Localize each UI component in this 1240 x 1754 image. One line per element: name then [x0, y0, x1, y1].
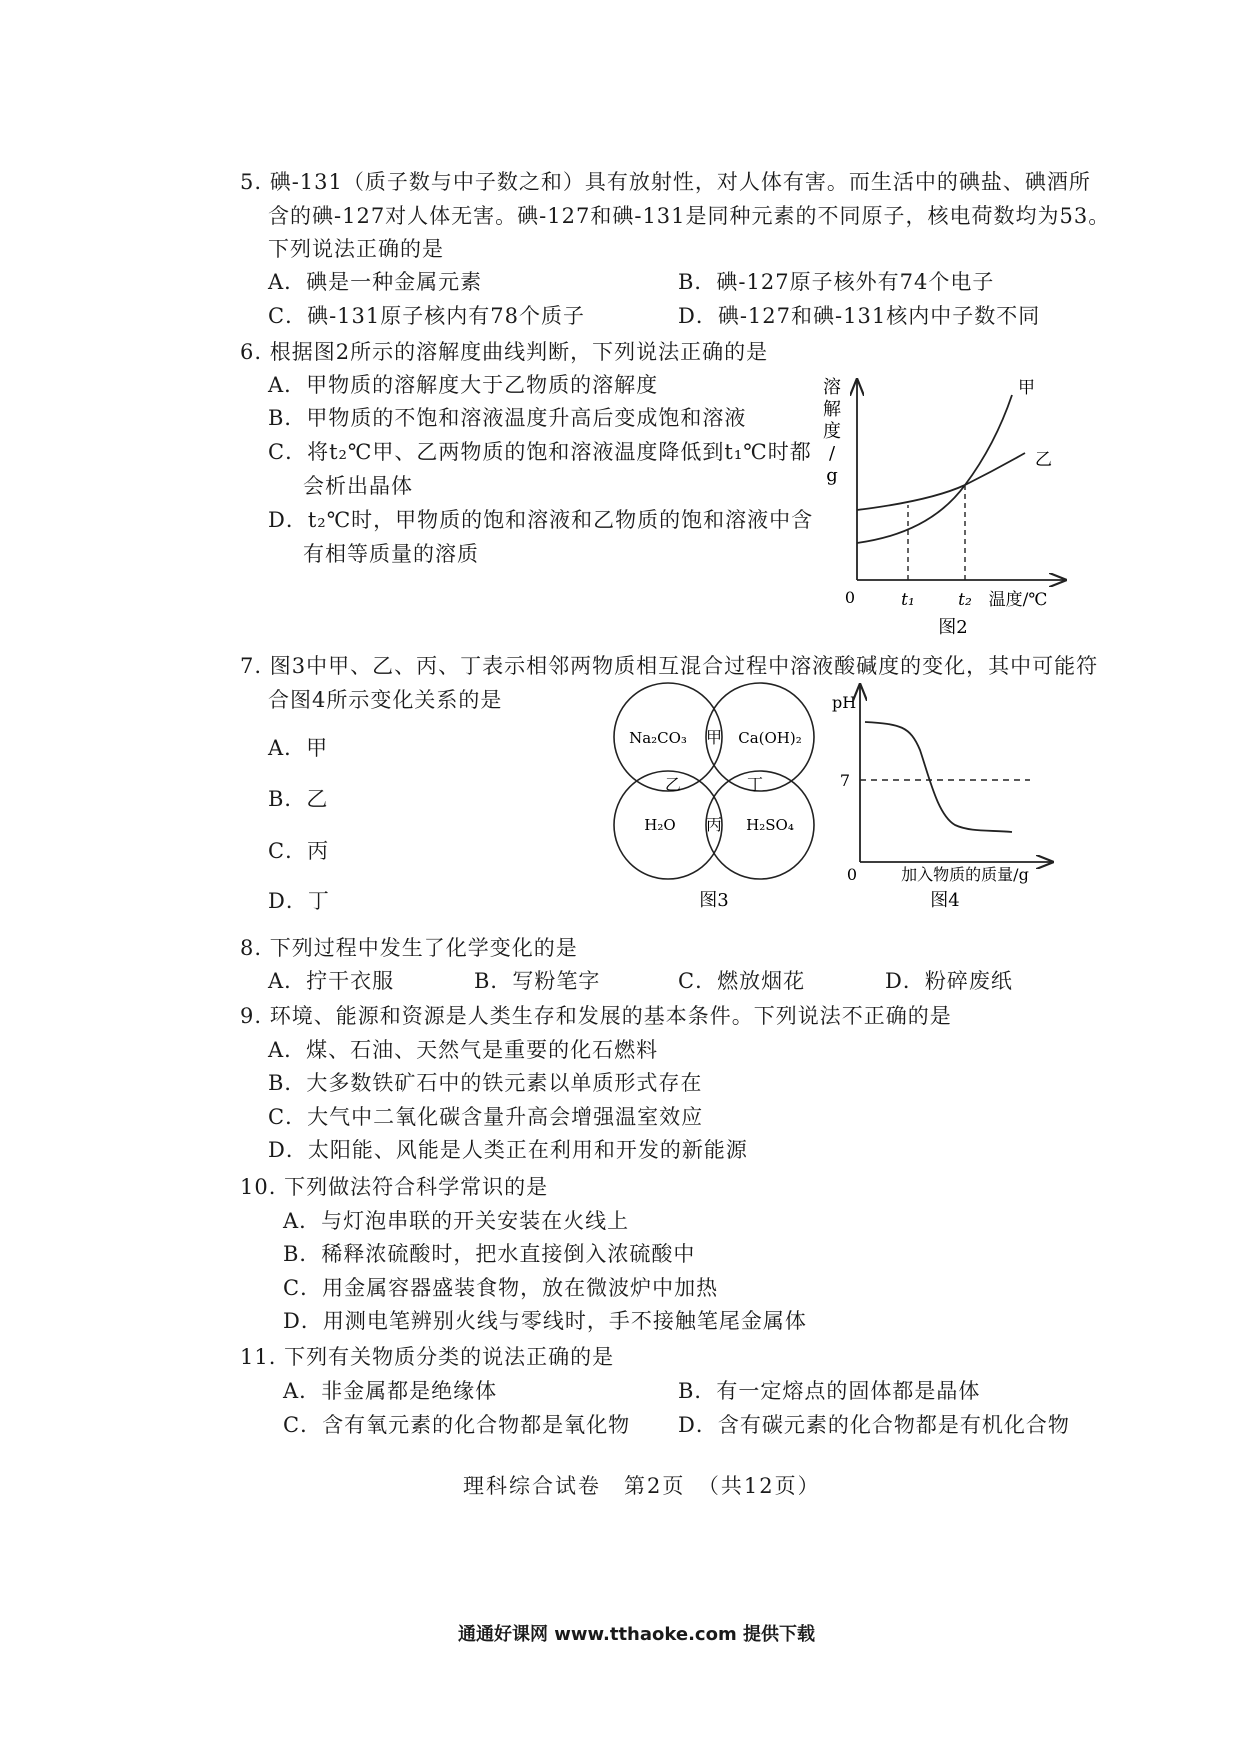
q5-stem-line2: 含的碘-127对人体无害。碘-127和碘-131是同种元素的不同原子，核电荷数均为53。: [268, 204, 1111, 228]
x-axis-label: 加入物质的质量/g: [901, 865, 1029, 884]
q6-option-a: A．甲物质的溶解度大于乙物质的溶解度: [268, 373, 659, 397]
label-h2o: H₂O: [644, 816, 676, 834]
q5-option-c: C．碘-131原子核内有78个质子: [268, 304, 585, 328]
curve-jia: [857, 395, 1012, 543]
q11-option-a: A．非金属都是绝缘体: [283, 1379, 498, 1403]
ph-curve: [865, 722, 1012, 832]
q6-option-c-line1: C．将t₂℃甲、乙两物质的饱和溶液温度降低到t₁℃时都: [268, 440, 812, 464]
q7-option-d: D．丁: [268, 889, 330, 913]
q11-stem: 11. 下列有关物质分类的说法正确的是: [240, 1345, 615, 1369]
q9-option-a: A．煤、石油、天然气是重要的化石燃料: [268, 1038, 659, 1062]
q10-option-d: D．用测电笔辨别火线与零线时，手不接触笔尾金属体: [283, 1309, 807, 1333]
series-label-jia: 甲: [1018, 378, 1035, 398]
q10-option-c: C．用金属容器盛装食物，放在微波炉中加热: [283, 1276, 719, 1300]
q5-option-a: A．碘是一种金属元素: [268, 270, 483, 294]
q8-stem: 8. 下列过程中发生了化学变化的是: [240, 936, 578, 960]
label-caoh2: Ca(OH)₂: [738, 729, 802, 747]
q5-stem-line1: 5. 碘-131（质子数与中子数之和）具有放射性，对人体有害。而生活中的碘盐、碘酒所: [240, 170, 1091, 194]
q8-option-b: B．写粉笔字: [474, 969, 601, 993]
q5-option-d: D．碘-127和碘-131核内中子数不同: [678, 304, 1041, 328]
q5-stem-line3: 下列说法正确的是: [268, 237, 444, 261]
curve-yi: [857, 453, 1025, 510]
label-yi: 乙: [664, 775, 682, 794]
tick-label-7: 7: [839, 771, 851, 790]
x-axis-label: 温度/℃: [988, 590, 1048, 610]
tick-label-t2: t₂: [958, 590, 972, 610]
q6-option-d-line2: 有相等质量的溶质: [303, 542, 479, 566]
q6-option-b: B．甲物质的不饱和溶液温度升高后变成饱和溶液: [268, 406, 747, 430]
label-h2so4: H₂SO₄: [746, 816, 794, 834]
q7-option-a: A．甲: [268, 736, 329, 760]
q7-option-b: B．乙: [268, 787, 329, 811]
figure-4-caption: 图4: [930, 890, 960, 911]
y-label-char: 度: [823, 421, 841, 442]
figure-3-circle-diagram: [610, 680, 815, 915]
q9-option-b: B．大多数铁矿石中的铁元素以单质形式存在: [268, 1071, 703, 1095]
q7-stem-line2: 合图4所示变化关系的是: [268, 688, 503, 712]
y-label-char: g: [826, 465, 838, 486]
y-label-char: 溶: [823, 377, 841, 398]
q8-option-a: A．拧干衣服: [268, 969, 395, 993]
figure-4-ph-chart: [830, 680, 1060, 915]
page-footer: 理科综合试卷 第2页 （共12页）: [463, 1474, 821, 1498]
q10-option-a: A．与灯泡串联的开关安装在火线上: [283, 1209, 630, 1233]
q6-option-d-line1: D．t₂℃时，甲物质的饱和溶液和乙物质的饱和溶液中含: [268, 508, 814, 532]
q6-stem: 6. 根据图2所示的溶解度曲线判断，下列说法正确的是: [240, 340, 769, 364]
q11-option-c: C．含有氧元素的化合物都是氧化物: [283, 1413, 631, 1437]
q9-option-c: C．大气中二氧化碳含量升高会增强温室效应: [268, 1105, 704, 1129]
origin-label: 0: [844, 588, 856, 607]
q8-option-c: C．燃放烟花: [678, 969, 806, 993]
label-bing: 丙: [705, 815, 723, 834]
series-label-yi: 乙: [1035, 450, 1052, 470]
q11-option-d: D．含有碳元素的化合物都是有机化合物: [678, 1413, 1070, 1437]
y-label-char: 解: [823, 399, 841, 420]
q9-stem: 9. 环境、能源和资源是人类生存和发展的基本条件。下列说法不正确的是: [240, 1004, 952, 1028]
q11-option-b: B．有一定熔点的固体都是晶体: [678, 1379, 981, 1403]
q7-option-c: C．丙: [268, 839, 330, 863]
tick-label-t1: t₁: [901, 590, 915, 610]
figure-2-caption: 图2: [938, 617, 968, 638]
y-label-char: /: [828, 443, 836, 464]
y-axis-label: pH: [832, 693, 857, 712]
q10-option-b: B．稀释浓硫酸时，把水直接倒入浓硫酸中: [283, 1242, 696, 1266]
q8-option-d: D．粉碎废纸: [885, 969, 1013, 993]
y-axis-label: [823, 377, 841, 486]
label-na2co3: Na₂CO₃: [629, 729, 687, 747]
figure-3-caption: 图3: [699, 890, 729, 911]
origin-label: 0: [846, 865, 858, 884]
q6-option-c-line2: 会析出晶体: [303, 474, 413, 498]
label-ding: 丁: [746, 775, 764, 794]
q5-option-b: B．碘-127原子核外有74个电子: [678, 270, 995, 294]
q7-stem-line1: 7. 图3中甲、乙、丙、丁表示相邻两物质相互混合过程中溶液酸碱度的变化，其中可能符: [240, 654, 1099, 678]
label-jia: 甲: [705, 728, 723, 747]
q10-stem: 10. 下列做法符合科学常识的是: [240, 1175, 549, 1199]
q9-option-d: D．太阳能、风能是人类正在利用和开发的新能源: [268, 1138, 748, 1162]
download-watermark: 通通好课网 www.tthaoke.com 提供下载: [458, 1624, 815, 1645]
figure-2-solubility-chart: [820, 375, 1070, 640]
